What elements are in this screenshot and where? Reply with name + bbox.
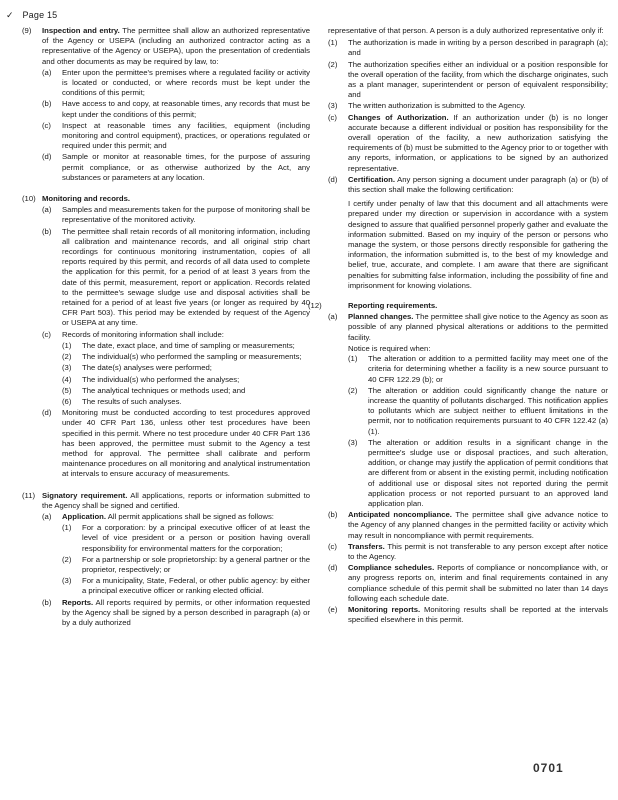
auth-rep-3: (3) The written authorization is submitted to the Agency. xyxy=(328,101,526,111)
left-column xyxy=(22,26,310,629)
section-10-item-c: (c) Records of monitoring information shall include: xyxy=(42,329,224,339)
section-10-c-4: (4) The individual(s) who performed the analyses; xyxy=(62,374,240,384)
section-10-c-2: (2) The individual(s) who performed the sampling or measurements; xyxy=(62,352,302,362)
section-9-item-a: (a) Enter upon the permittee's premises where a regulated facility or activity is located or conducted, or where records must be kept under the conditions of this permit; xyxy=(42,67,310,98)
section-12-item-b: (b) Anticipated noncompliance. The permittee shall give advance notice to the Agency of any planned changes in the permitted facility or activity which may result in noncompliance with permit requirements. xyxy=(328,510,609,540)
section-9-item-d: (d) Sample or monitor at reasonable times, for the purpose of assuring permit compliance, or as otherwise authorized by the Act, any substances or parameters at any location. xyxy=(42,152,310,182)
section-11-item-d: (d) Certification. Any person signing a document under paragraph (a) or (b) of this section shall make the following certification: xyxy=(328,174,608,195)
page-number: Page 15 xyxy=(22,10,58,20)
section-9: (9) Inspection and entry. The permittee shall allow an authorized representative of the Agency or USEPA (including an authorized contractor acting as a representative of the Agency or USEPA), upon the presentation of credentials and other documents as may be required by law, to: xyxy=(22,26,310,66)
right-column xyxy=(308,26,609,626)
page-stamp: 0701 xyxy=(533,761,564,775)
auth-rep-1: (1) The authorization is made in writing by a person described in paragraph (a); and xyxy=(328,38,608,58)
section-11-a-1: (1) For a corporation: by a principal executive officer of at least the level of vice president or a person or position having overall responsibility for environmental matters for the corporation; xyxy=(62,523,310,553)
section-11-title: Signatory requirement. xyxy=(42,490,128,500)
section-12-a-3: (3) The alteration or addition results in a significant change in the permittee's sludge use or disposal practices, and such alteration, addition, or change may justify the application of permit conditions that are different from or absent in the existing permit, including notification of additional use or disposal sites not reported during the permit application process or not reported pursuant to an approved land application plan. xyxy=(348,437,608,508)
section-12-title: Reporting requirements. xyxy=(348,301,438,311)
section-9-title: Inspection and entry. xyxy=(42,26,120,35)
section-12-item-a: (a) Planned changes. The permittee shall give notice to the Agency as soon as possible of any planned physical alterations or additions to the permitted facility. xyxy=(328,312,608,342)
section-11-item-a: (a) Application. All permit applications shall be signed as follows: xyxy=(42,511,274,521)
section-9-item-c: (c) Inspect at reasonable times any facilities, equipment (including monitoring and control equipment), practices, or operations regulated or required under this permit; and xyxy=(42,120,310,151)
section-11: (11) Signatory requirement. All applications, reports or information submitted to the Agency shall be signed and certified. xyxy=(22,490,310,510)
section-10-c-6: (6) The results of such analyses. xyxy=(62,396,182,406)
section-10-c-5: (5) The analytical techniques or methods used; and xyxy=(62,385,246,395)
section-11-item-c: (c) Changes of Authorization. If an authorization under (b) is no longer accurate because a different individual or position has responsibility for the overall operation of the facility, a new authorization satisfying the requirements of (b) must be submitted to the Agency prior to or together with any reports, information, or applications to be signed by an authorized representative. xyxy=(328,112,608,173)
authorized-rep-continuation: representative of that person. A person is a duly authorized representative only if: xyxy=(328,26,604,35)
section-9-intro: The permittee shall allow an authorized representative of the Agency or USEPA (including an authorized contractor acting as a representative of the Agency or USEPA), upon the presentation of credentials and other documents as may be required by law, to: xyxy=(42,26,310,66)
section-12-item-d: (d) Compliance schedules. Reports of compliance or noncompliance with, or any progress reports on, interim and final requirements contained in any compliance schedule of this permit shall be submitted no later than 14 days following each schedule date. xyxy=(328,563,608,603)
section-12-item-e: (e) Monitoring reports. Monitoring results shall be reported at the intervals specified elsewhere in this permit. xyxy=(328,604,608,625)
section-10-item-a: (a) Samples and measurements taken for the purpose of monitoring shall be representative of the monitored activity. xyxy=(42,205,310,225)
certification-statement: I certify under penalty of law that this document and all attachments were prepared under my direction or supervision in accordance with a system designed to assure that qualified personnel properly gather and evaluate the information submitted. Based on my inquiry of the person or persons who manage the system, or those persons directly responsible for gathering the information, the information submitted is, to the best of my knowledge and belief, true, accurate, and complete. I am aware that there are significant penalties for submitting false information, including the possibility of fine and imprisonment for knowing violations. xyxy=(348,199,608,290)
section-12: (12) Reporting requirements. xyxy=(308,301,438,311)
section-10-title: Monitoring and records. xyxy=(42,194,130,204)
section-10: (10) Monitoring and records. xyxy=(22,194,130,204)
section-10-item-d: (d) Monitoring must be conducted according to test procedures approved under 40 CFR Part 136, unless other test procedures have been specified in this permit. Where no test procedure under 40 CFR Part 136 has been approved, the permittee must submit to the Agency a test method for approval. The permittee shall calibrate and perform maintenance procedures on all monitoring and analytical instrumentation at intervals to ensure accuracy of measurements. xyxy=(42,408,310,479)
section-11-item-b: (b) Reports. All reports required by permits, or other information requested by the Agency shall be signed by a person described in paragraph (a) or by a duly authorized xyxy=(42,597,311,627)
section-12-a-2: (2) The alteration or addition could significantly change the nature or increase the quantity of pollutants discharged. This notification applies to pollutants which are subject neither to effluent limitations in the permit, nor to notification requirements pursuant to 40 CFR 122.42 (a)(1). xyxy=(348,385,608,436)
section-11-a-2: (2) For a partnership or sole proprietorship: by a general partner or the proprietor, respectively; or xyxy=(62,554,310,574)
section-10-c-3: (3) The date(s) analyses were performed; xyxy=(62,363,212,373)
section-12-a-1: (1) The alteration or addition to a permitted facility may meet one of the criteria for determining whether a facility is a new source pursuant to 40 CFR 122.29 (b); or xyxy=(348,354,608,384)
check-mark: ✓ xyxy=(6,10,14,20)
page-header xyxy=(6,10,57,21)
section-9-item-b: (b) Have access to and copy, at reasonable times, any records that must be kept under the conditions of this permit; xyxy=(42,99,310,119)
auth-rep-2: (2) The authorization specifies either an individual or a position responsible for the overall operation of the facility, from which the discharge originates, such as a plant manager, superintendent or person of equivalent responsibility; and xyxy=(328,59,608,100)
section-10-c-1: (1) The date, exact place, and time of sampling or measurements; xyxy=(62,340,295,350)
section-10-item-b: (b) The permittee shall retain records of all monitoring information, including all calibration and maintenance records, and all original strip chart recordings for continuous monitoring instrumentation, copies of all reports required by this permit, and records of all data used to complete the application for this permit, for a period of at least 3 years from the date of this permit, measurement, report or application. Records related to the permittee's sewage sludge use and disposal activities shall be retained for a period of at least five years (or longer as required by 40 CFR Part 503). This period may be extended by request of the Agency or USEPA at any time. xyxy=(42,226,310,328)
section-11-a-3: (3) For a municipality, State, Federal, or other public agency: by either a principal executive officer or ranking elected official. xyxy=(62,576,310,596)
section-12-item-c: (c) Transfers. This permit is not transferable to any person except after notice to the Agency. xyxy=(328,541,608,561)
notice-required: Notice is required when: xyxy=(348,343,431,353)
